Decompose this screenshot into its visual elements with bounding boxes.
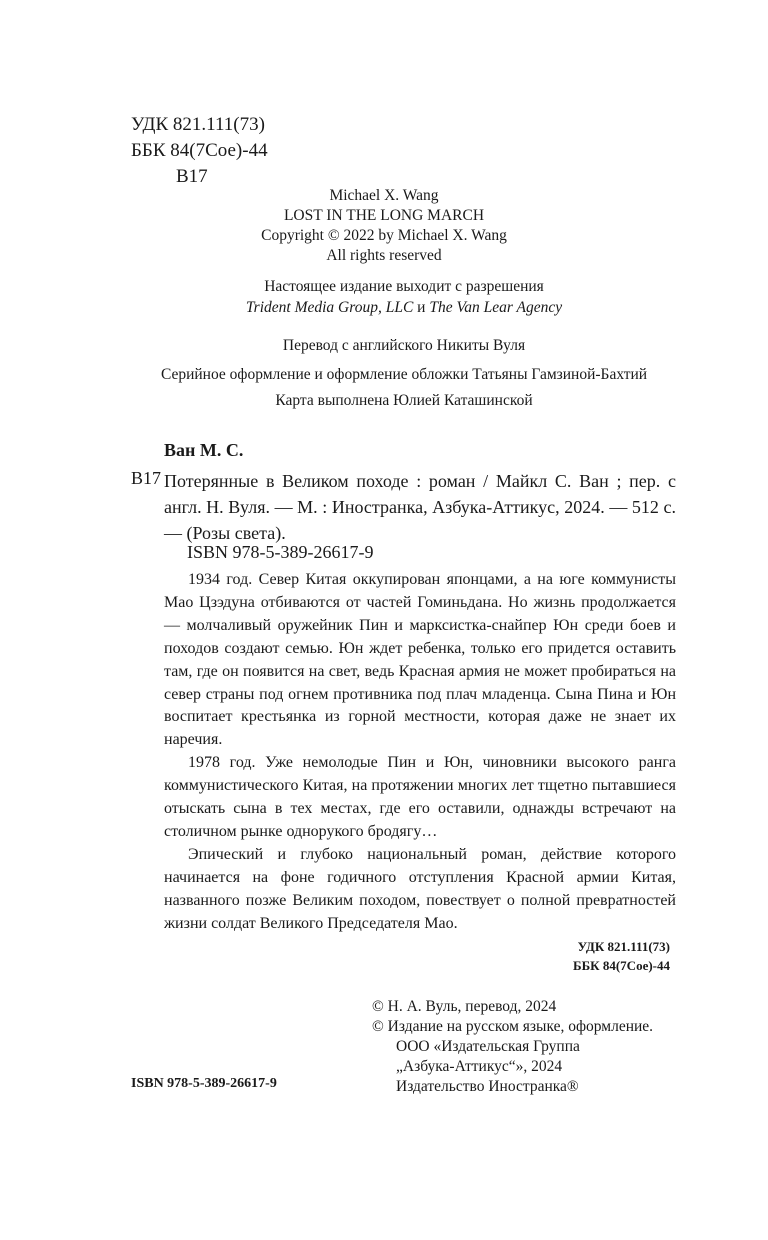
agency-trident: Trident Media Group, LLC bbox=[245, 299, 414, 316]
bibliographic-isbn: ISBN 978-5-389-26617-9 bbox=[187, 542, 374, 562]
annotation-paragraph: Эпический и глубоко национальный роман, действие которого начинается на фоне годичного отступления Красной армии Китая, названного позже Великим походом, повествует о полной превратностей жизни солдат Великого Председателя Мао. bbox=[164, 845, 676, 932]
agency-vanlear: The Van Lear Agency bbox=[429, 299, 563, 316]
bibliographic-author-heading: Ван М. С. bbox=[164, 440, 244, 460]
footer-classification bbox=[480, 937, 670, 975]
annotation-paragraph: 1978 год. Уже немолодые Пин и Юн, чиновники высокого ранга коммунистического Китая, на протяжении многих лет тщетно пытавшиеся отыскать сына в тех местах, где его оставили, однажды встречают на столичном рынке однорукого бродягу… bbox=[164, 754, 676, 840]
imprint-line: Издательство Иностранка® bbox=[396, 1078, 579, 1095]
copyright-edition: © Издание на русском языке, оформление. bbox=[372, 1018, 654, 1035]
permission-block bbox=[0, 276, 768, 318]
permission-line: Настоящее издание выходит с разрешения bbox=[264, 278, 544, 295]
bibliographic-description: Потерянные в Великом походе : роман / Майкл С. Ван ; пер. с англ. Н. Вуля. — М. : Иностранка, Азбука-Аттикус, 2024. — 512 с. — (Розы света). bbox=[164, 471, 676, 543]
copyright-translation: © Н. А. Вуль, перевод, 2024 bbox=[372, 998, 557, 1015]
footer-bbk: ББК 84(7Сое)-44 bbox=[572, 958, 670, 973]
map-credit: Карта выполнена Юлией Каташинской bbox=[275, 392, 533, 409]
translation-credit: Перевод с английского Никиты Вуля bbox=[282, 337, 526, 354]
original-title: LOST IN THE LONG MARCH bbox=[283, 207, 485, 224]
copyright-block bbox=[372, 997, 653, 1097]
classification-block bbox=[131, 112, 268, 190]
publisher-line: „Азбука-Аттикус“», 2024 bbox=[396, 1058, 563, 1075]
original-author: Michael X. Wang bbox=[329, 187, 439, 204]
original-edition-block bbox=[0, 186, 768, 266]
udk-code: УДК 821.111(73) bbox=[131, 114, 265, 135]
design-credit: Серийное оформление и оформление обложки Татьяны Гамзиной-Бахтий bbox=[160, 366, 648, 383]
annotation bbox=[164, 569, 676, 936]
footer-isbn: ISBN 978-5-389-26617-9 bbox=[131, 1076, 277, 1091]
annotation-paragraph: 1934 год. Север Китая оккупирован японцами, а на юге коммунисты Мао Цзэдуна отбиваются от частей Гоминьдана. Но жизнь продолжается — молчаливый оружейник Пин и марксистка-снайпер Юн среди боев и походов создают семью. Юн ждет ребенка, только его придется оставить там, где он появится на свет, ведь Красная армия не может пробираться на север страны под огнем противника под плач младенца. Сына Пина и Юн воспитает крестьянка из горной местности, которая даже не знает их наречия. bbox=[164, 571, 676, 749]
original-rights: All rights reserved bbox=[326, 247, 442, 264]
original-copyright: Copyright © 2022 by Michael X. Wang bbox=[261, 227, 507, 244]
agency-conjunction: и bbox=[413, 299, 430, 316]
agency-line bbox=[0, 297, 768, 318]
publisher-line: ООО «Издательская Группа bbox=[396, 1038, 580, 1055]
bibliographic-code: В17 bbox=[131, 468, 162, 488]
author-sign: В17 bbox=[176, 166, 208, 187]
bbk-code: ББК 84(7Сое)-44 bbox=[131, 140, 268, 161]
footer-udk: УДК 821.111(73) bbox=[577, 939, 670, 954]
